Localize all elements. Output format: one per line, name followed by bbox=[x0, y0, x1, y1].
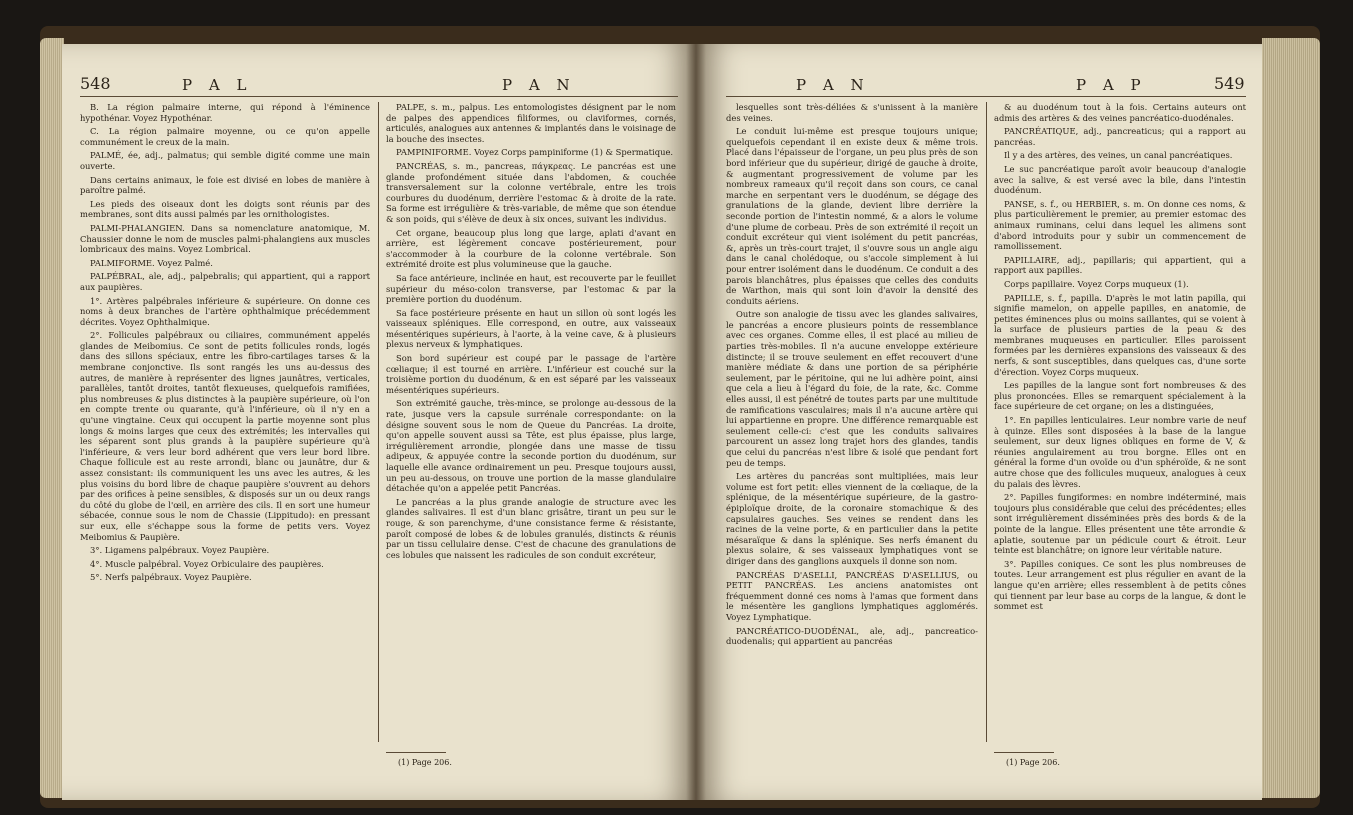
paragraph: lesquelles sont très-déliées & s'unissent à la manière des veines. bbox=[726, 102, 978, 123]
paragraph: Le conduit lui-même est presque toujours unique; quelquefois cependant il en existe deux & même trois. Placé dans l'épaisseur de l'organe, un peu plus près de son bord inférieur que du supérieur, dirigé de gauche à droite, & augmentant progressivement de volume par les nombreux rameaux qu'il reçoit dans son cours, ce canal marche en serpentant vers le duodénum, se dégage des granulations de la glande, devient libre derrière la seconde portion de l'intestin nommé, & a alors le volume d'une plume de corbeau. Près de son extrémité il reçoit un conduit excréteur qui vient isolément du petit pancréas, &, après un très-court trajet, il s'ouvre sous un angle aigu dans le canal cholédoque, ou s'accole simplement à lui pour entrer isolément dans le duodénum. Ce conduit a des parois blanchâtres, plus épaisses que celles des conduits de Warthon, mais qui sont loin d'avoir la densité des conduits aériens. bbox=[726, 126, 978, 306]
paragraph: PANCRÉATIQUE, adj., pancreaticus; qui a rapport au pancréas. bbox=[994, 126, 1246, 147]
paragraph: PANSE, s. f., ou HERBIER, s. m. On donne ces noms, & plus particulièrement le premier, au premier estomac des animaux ruminans, celui dans lequel les alimens sont d'abord introduits pour y subir un commencement de ramollissement. bbox=[994, 198, 1246, 252]
page-number-right: 549 bbox=[1214, 74, 1245, 93]
left-column-1 bbox=[80, 102, 370, 792]
left-column-2 bbox=[386, 102, 676, 742]
paragraph: 2°. Follicules palpébraux ou ciliaires, communément appelés glandes de Meibomius. Ce sont de petits follicules ronds, logés dans des sillons spéciaux, entre les fibro-cartilages tarses & la membrane conjonctive. Ils sont rangés les uns au-dessus des autres, de manière à représenter des lignes jaunâtres, verticales, parallèles, tantôt droites, tantôt flexueuses, quelquefois ramifiées, plus nombreuses & plus distinctes à la paupière supérieure, où l'on en compte trente ou quarante, qu'à l'inférieure, où il n'y en a qu'une vingtaine. Ceux qui occupent la partie moyenne sont plus longs & moins larges que ceux des extrémités; les intervalles qui les séparent sont plus grands à la paupière supérieure qu'à l'inférieure, & vers leur bord adhérent que vers leur bord libre. Chaque follicule est au reste arrondi, blanc ou jaunâtre, dur & assez consistant: ils communiquent les uns avec les autres, & les plus voisins du bord libre de chaque paupière s'ouvrent au dehors par des orifices à peine sensibles, & disposés sur un ou deux rangs du côté du globe de l'œil, en arrière des cils. Il en sort une humeur sébacée, connue sous le nom de Chassie (Lippitudo): en pressant sur eux, elle s'échappe sous la forme de petits vers. Voyez Meibomius & Paupière. bbox=[80, 330, 370, 542]
paragraph: Outre son analogie de tissu avec les glandes salivaires, le pancréas a encore plusieurs points de ressemblance avec ces organes. Comme elles, il est placé au milieu de parties très-mobiles. Il n'a aucune enveloppe extérieure distincte; il se trouve seulement en effet recouvert d'une manière médiate & dans une portion de sa périphérie seulement, par le péritoine, qui ne lui adhère point, ainsi que cela a lieu à l'égard du foie, de la rate, &c. Comme elles aussi, il est pénétré de toutes parts par une multitude de ramifications vasculaires; mais il n'a aucune artère qui lui appartienne en propre. Une différence remarquable est seulement celle-ci: c'est que les conduits salivaires parcourent un assez long trajet hors des glandes, tandis que celui du pancréas n'est libre & isolé que pendant fort peu de temps. bbox=[726, 309, 978, 468]
paragraph: Sa face postérieure présente en haut un sillon où sont logés les vaisseaux spléniques. Elle correspond, en outre, aux vaisseaux mésentériques supérieurs, à l'aorte, à la veine cave, & à plusieurs plexus nerveux & lymphatiques. bbox=[386, 307, 676, 350]
paragraph: 2°. Papilles fungiformes: en nombre indéterminé, mais toujours plus considérable que celui des précédentes; elles sont irrégulièrement disséminées près des bords & de la pointe de la langue. Elles présentent une tête arrondie & aplatie, soutenue par un pédicule court & étroit. Leur teinte est blanchâtre; on ignore leur véritable nature. bbox=[994, 492, 1246, 556]
open-book bbox=[40, 26, 1320, 808]
footnote-right: (1) Page 206. bbox=[1006, 758, 1060, 767]
paragraph: PALMI-PHALANGIEN. Dans sa nomenclature anatomique, M. Chaussier donne le nom de muscles palmi-phalangiens aux muscles lombricaux des mains. Voyez Lombrical. bbox=[80, 222, 370, 255]
paragraph: B. La région palmaire interne, qui répond à l'éminence hypothénar. Voyez Hypothénar. bbox=[80, 102, 370, 123]
paragraph: Les papilles de la langue sont fort nombreuses & des plus prononcées. Elles se remarquent spécialement à la face supérieure de cet organe; on les a distinguées, bbox=[994, 380, 1246, 412]
footnote-left: (1) Page 206. bbox=[398, 758, 452, 767]
page-edges-left bbox=[40, 38, 64, 798]
page-edges-right bbox=[1262, 38, 1320, 798]
page-number-left: 548 bbox=[80, 74, 111, 93]
footnote-rule bbox=[994, 752, 1054, 753]
running-header-left-col1: P A L bbox=[182, 76, 253, 94]
paragraph: PAPILLE, s. f., papilla. D'après le mot latin papilla, qui signifie mamelon, on appelle papilles, en anatomie, de petites éminences plus ou moins saillantes, qui se voient à la surface de plusieurs parties de la peau & des membranes muqueuses en particulier. Elles paroissent formées par les dernières expansions des vaisseaux & des nerfs, & sont susceptibles, dans quelques cas, d'une sorte d'érection. Voyez Corps muqueux. bbox=[994, 292, 1246, 377]
paragraph: C. La région palmaire moyenne, ou ce qu'on appelle communément le creux de la main. bbox=[80, 126, 370, 147]
running-header-left-col2: P A N bbox=[502, 76, 576, 94]
paragraph: PAMPINIFORME. Voyez Corps pampiniforme (1) & Spermatique. bbox=[396, 147, 674, 158]
paragraph: Le suc pancréatique paroît avoir beaucoup d'analogie avec la salive, & est versé avec la bile, dans l'intestin duodénum. bbox=[994, 163, 1246, 196]
paragraph: PANCRÉAS, s. m., pancreas, πάγκρεας. Le pancréas est une glande profondément située dans l'abdomen, & couchée transversalement sur la colonne vertébrale, entre les trois courbures du duodénum, derrière l'estomac & à droite de la rate. Sa forme est irrégulière & très-variable, de même que son étendue & son poids, qui s'élève de deux à six onces, suivant les individus. bbox=[386, 160, 676, 224]
paragraph: 3°. Papilles coniques. Ce sont les plus nombreuses de toutes. Leur arrangement est plus régulier en avant de la langue qu'en arrière; elles ressemblent à de petits cônes qui tiennent par leur base au corps de la langue, & dont le sommet est bbox=[994, 558, 1246, 612]
paragraph: Sa face antérieure, inclinée en haut, est recouverte par le feuillet supérieur du méso-colon transverse, par l'estomac & par la première portion du duodénum. bbox=[386, 272, 676, 305]
paragraph: 3°. Ligamens palpébraux. Voyez Paupière. bbox=[90, 545, 270, 556]
paragraph: Cet organe, beaucoup plus long que large, aplati d'avant en arrière, est légèrement concave postérieurement, pour s'accommoder à la courbure de la colonne vertébrale. Son extrémité droite est plus volumineuse que la gauche. bbox=[386, 227, 676, 270]
paragraph: PANCRÉATICO-DUODÉNAL, ale, adj., pancreatico-duodenalis; qui appartient au pancréas bbox=[726, 625, 978, 647]
book-gutter bbox=[686, 44, 706, 800]
header-rule bbox=[726, 96, 1246, 97]
paragraph: Les pieds des oiseaux dont les doigts sont réunis par des membranes, sont dits aussi palmés par les ornithologistes. bbox=[80, 198, 370, 220]
column-divider bbox=[378, 102, 379, 742]
paragraph: 1°. En papilles lenticulaires. Leur nombre varie de neuf à quinze. Elles sont disposées à la base de la langue seulement, sur deux lignes obliques en forme de V, & réunies angulairement au trou borgne. Elles ont en général la forme d'un ovoïde ou d'un sphéroïde, & ne sont autre chose que des follicules muqueux, analogues à ceux du palais des lèvres. bbox=[994, 415, 1246, 489]
paragraph: Les artères du pancréas sont multipliées, mais leur volume est fort petit: elles viennent de la cœliaque, de la splénique, de la mésentérique supérieure, de la gastro-épiploïque droite, de la coronaire stomachique & des capsulaires gauches. Ses veines se rendent dans les racines de la veine porte, & en particulier dans la petite mésaraïque & dans la splénique. Ses nerfs émanent du plexus solaire, & ses vaisseaux lymphatiques vont se diriger dans des ganglions auxquels il donne son nom. bbox=[726, 471, 978, 566]
right-column-2 bbox=[994, 102, 1246, 742]
paragraph: PANCRÉAS D'ASELLI, PANCRÉAS D'ASELLIUS, ou PETIT PANCRÉAS. Les anciens anatomistes ont fréquemment donné ces noms à l'amas que forment dans le mésentère les ganglions lymphatiques agglomérés. Voyez Lymphatique. bbox=[726, 569, 978, 622]
paragraph: Son extrémité gauche, très-mince, se prolonge au-dessous de la rate, jusque vers la capsule surrénale correspondante: on la désigne souvent sous le nom de Queue du Pancréas. La droite, qu'on appelle souvent aussi sa Tête, est plus épaisse, plus large, irrégulièrement arrondie, plongée dans une masse de tissu adipeux, & appuyée contre la seconde portion du duodénum, sur laquelle elle avance ordinairement un peu. Presque toujours aussi, un peu au-dessous, on trouve une portion de la masse glandulaire détachée qu'on a appelée petit Pancréas. bbox=[386, 398, 676, 494]
paragraph: PALPE, s. m., palpus. Les entomologistes désignent par le nom de palpes des appendices filiformes, ou claviformes, cornés, articulés, analogues aux antennes & implantés dans le voisinage de la bouche des insectes. bbox=[386, 102, 676, 144]
running-header-right-col2: P A P bbox=[1076, 76, 1147, 94]
paragraph: Dans certains animaux, le foie est divisé en lobes de manière à paroître palmé. bbox=[80, 174, 370, 196]
paragraph: 4°. Muscle palpébral. Voyez Orbiculaire des paupières. bbox=[90, 558, 324, 569]
running-header-right-col1: P A N bbox=[796, 76, 870, 94]
header-rule bbox=[80, 96, 678, 97]
paragraph: 5°. Nerfs palpébraux. Voyez Paupière. bbox=[90, 572, 252, 583]
paragraph: & au duodénum tout à la fois. Certains auteurs ont admis des artères & des veines pancréatico-duodénales. bbox=[994, 102, 1246, 123]
right-column-1 bbox=[726, 102, 978, 792]
paragraph: Son bord supérieur est coupé par le passage de l'artère cœliaque; il est tourné en arrière. L'inférieur est couché sur la troisième portion du duodénum, & en est séparé par les vaisseaux mésentériques supérieurs. bbox=[386, 353, 676, 395]
paragraph: PALPÉBRAL, ale, adj., palpebralis; qui appartient, qui a rapport aux paupières. bbox=[80, 271, 370, 292]
paragraph: Corps papillaire. Voyez Corps muqueux (1). bbox=[1004, 278, 1189, 289]
paragraph: Le pancréas a la plus grande analogie de structure avec les glandes salivaires. Il est d'un blanc grisâtre, tirant un peu sur le rouge, & son parenchyme, d'une consistance ferme & résistante, paroît composé de lobes & de lobules granulés, distincts & réunis par un tissu cellulaire dense. C'est de chacune des granulations de ces lobules que naissent les radicules de son conduit excréteur, bbox=[386, 496, 676, 560]
paragraph: PAPILLAIRE, adj., papillaris; qui appartient, qui a rapport aux papilles. bbox=[994, 254, 1246, 276]
left-page bbox=[62, 44, 696, 800]
column-divider bbox=[986, 102, 987, 742]
paragraph: PALMIFORME. Voyez Palmé. bbox=[90, 257, 213, 268]
paragraph: 1°. Artères palpébrales inférieure & supérieure. On donne ces noms à deux branches de l'artère ophthalmique précédemment décrites. Voyez Ophthalmique. bbox=[80, 295, 370, 327]
right-page bbox=[696, 44, 1262, 800]
paragraph: PALMÉ, ée, adj., palmatus; qui semble digité comme une main ouverte. bbox=[80, 150, 370, 171]
paragraph: Il y a des artères, des veines, un canal pancréatiques. bbox=[1004, 150, 1233, 161]
footnote-rule bbox=[386, 752, 446, 753]
